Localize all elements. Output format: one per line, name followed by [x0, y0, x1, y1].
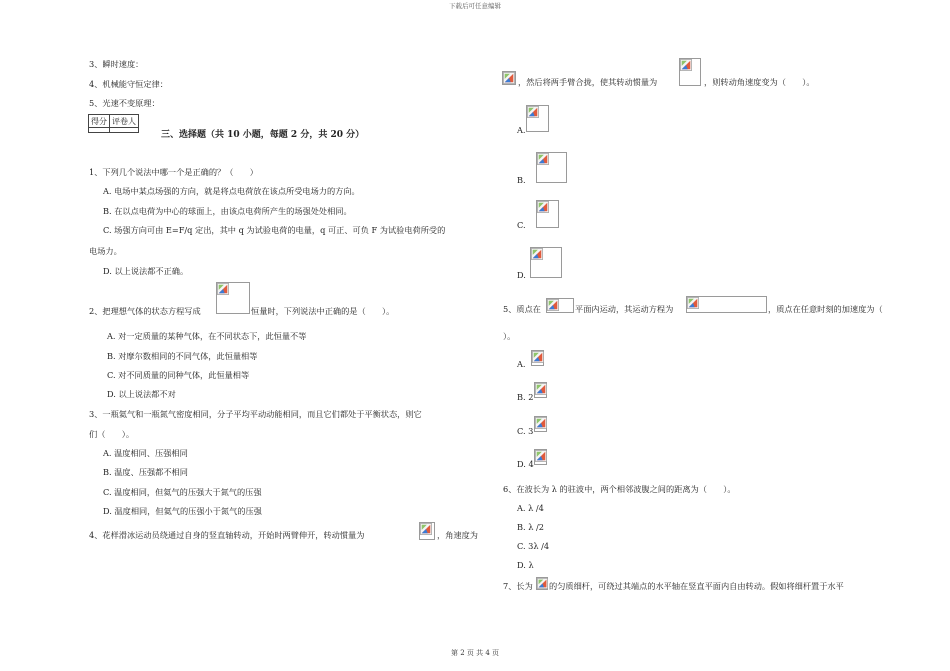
q2-stem-after: 恒量时，下列说法中正确的是（ ）。 [251, 306, 395, 316]
formula-image [536, 200, 559, 228]
formula-image [686, 296, 767, 313]
q4-option-a: A. [517, 125, 526, 135]
q4-option-d: D. [517, 270, 526, 280]
q6-option-b: B. λ /2 [517, 522, 544, 532]
q6-option-c: C. 3λ /4 [517, 541, 550, 551]
page-header: 下载后可任意编辑 [449, 2, 501, 10]
q5-option-a: A. [517, 359, 526, 369]
q5-part3: ，质点在任意时刻的加速度为（ [768, 304, 883, 314]
q2-option-a: A. 对一定质量的某种气体，在不同状态下，此恒量不等 [107, 331, 307, 341]
q7-part1: 7、长为 [503, 581, 533, 591]
q3-option-d: D. 温度相同，但氦气的压强小于氮气的压强 [103, 506, 262, 516]
formula-image [536, 152, 567, 183]
q6-stem: 6、在波长为 λ 的驻波中，两个相邻波腹之间的距离为（ ）。 [503, 484, 736, 494]
q1-option-a: A. 电场中某点场强的方向，就是将点电荷放在该点所受电场力的方向。 [103, 186, 360, 196]
q4-option-c: C. [517, 220, 526, 230]
q5-option-c: C. 3 [517, 426, 534, 436]
q6-option-d: D. λ [517, 560, 534, 570]
q4-cont-part1: ，然后将两手臂合拢，使其转动惯量为 [518, 77, 658, 87]
fill-item-4: 4、机械能守恒定律： [89, 79, 168, 89]
formula-image [502, 71, 516, 85]
q1-option-b: B. 在以点电荷为中心的球面上，由该点电荷所产生的场强处处相同。 [103, 206, 352, 216]
q4-option-b: B. [517, 175, 526, 185]
q5-option-b: B. 2 [517, 392, 534, 402]
q5-part2: 平面内运动，其运动方程为 [575, 304, 674, 314]
formula-image [216, 282, 250, 314]
q6-option-a: A. λ /4 [517, 503, 544, 513]
formula-image [679, 58, 701, 86]
q1-option-c-cont: 电场力。 [89, 246, 122, 256]
q1-option-c: C. 场强方向可由 E=F/q 定出，其中 q 为试验电荷的电量，q 可正、可负 F 为试验电荷所受的 [103, 225, 446, 235]
reviewer-cell: 评卷人 [110, 115, 139, 128]
page-footer: 第 2 页 共 4 页 [450, 649, 500, 657]
q7-part2: 的匀质细杆，可绕过其端点的水平轴在竖直平面内自由转动。假如将细杆置于水平 [549, 581, 844, 591]
q5-option-d: D. 4 [517, 459, 534, 469]
formula-image [526, 105, 549, 132]
score-cell: 得分 [89, 115, 110, 128]
q3-option-c: C. 温度相同，但氦气的压强大于氮气的压强 [103, 487, 262, 497]
formula-image [530, 247, 562, 278]
section-title: 三、选择题（共 10 小题，每题 2 分，共 20 分） [161, 130, 365, 140]
formula-image [534, 416, 547, 432]
formula-image [534, 382, 547, 398]
q2-stem-before: 2、把理想气体的状态方程写成 [89, 306, 201, 316]
q5-stem-cont: ）。 [503, 331, 516, 341]
q2-option-c: C. 对不同质量的同种气体，此恒量相等 [107, 370, 250, 380]
q2-option-b: B. 对摩尔数相同的不同气体，此恒量相等 [107, 351, 258, 361]
q5-part1: 5、质点在 [503, 304, 541, 314]
formula-image [419, 522, 435, 540]
q1-stem: 1、下列几个说法中哪一个是正确的？（ ） [89, 167, 258, 177]
formula-image [534, 449, 547, 465]
q3-stem: 3、一瓶氦气和一瓶氮气密度相同，分子平均平动动能相同，而且它们都处于平衡状态，则它 [89, 409, 422, 419]
q3-stem-cont: 们（ ）。 [89, 429, 135, 439]
q1-option-d: D. 以上说法都不正确。 [103, 266, 189, 276]
formula-image [546, 298, 574, 313]
q3-option-b: B. 温度、压强都不相同 [103, 467, 188, 477]
q4-stem-after: ，角速度为 [437, 530, 478, 540]
q3-option-a: A. 温度相同、压强相同 [103, 448, 188, 458]
score-table [88, 114, 139, 133]
q2-option-d: D. 以上说法都不对 [107, 389, 176, 399]
q4-stem-before: 4、花样滑冰运动员绕通过自身的竖直轴转动，开始时两臂伸开，转动惯量为 [89, 530, 365, 540]
formula-image [536, 577, 548, 590]
formula-image [531, 350, 544, 366]
fill-item-5: 5、光速不变原理： [89, 98, 160, 108]
fill-item-3: 3、瞬时速度： [89, 59, 144, 69]
q4-cont-part2: ，则转动角速度变为（ ）。 [704, 77, 815, 87]
